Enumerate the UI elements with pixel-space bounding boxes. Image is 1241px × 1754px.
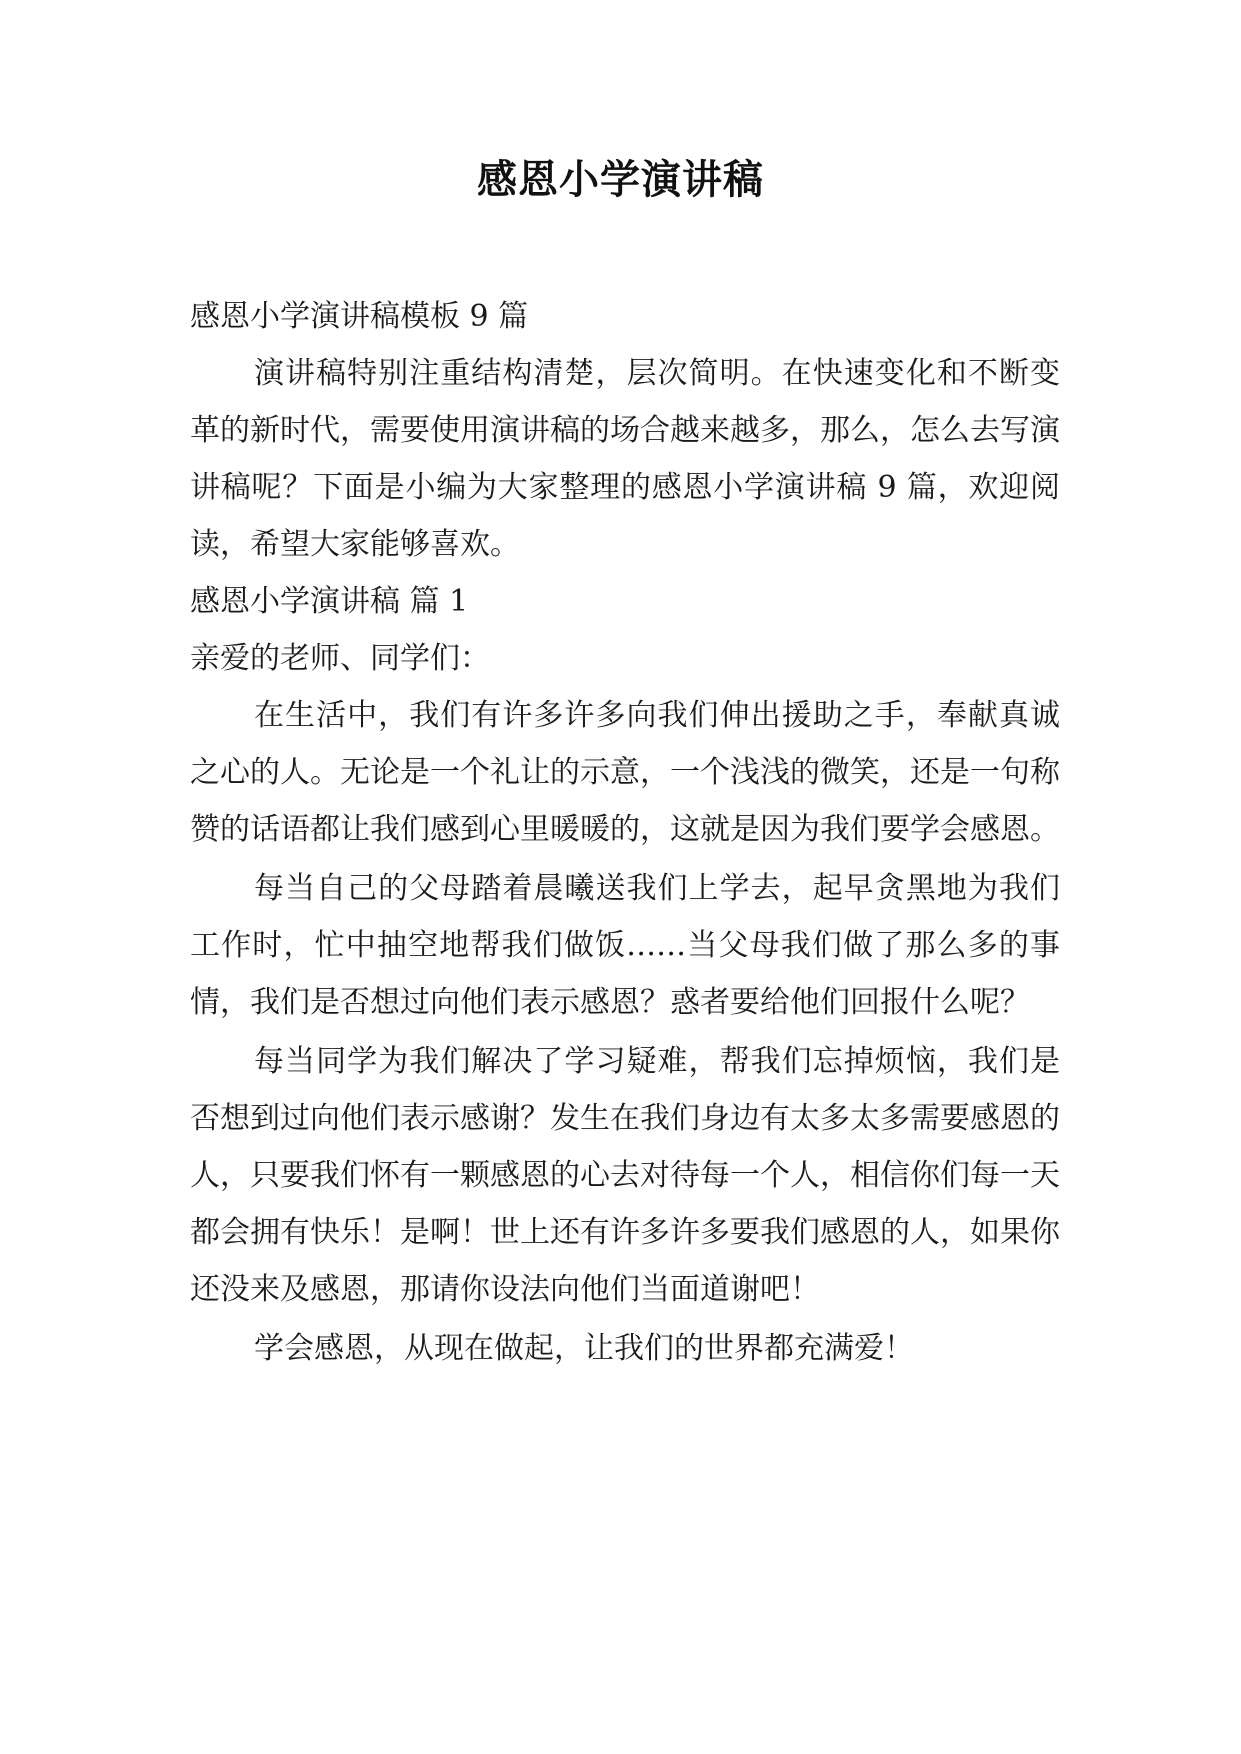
greeting: 亲爱的老师、同学们：	[190, 641, 490, 676]
body-paragraph: 学会感恩，从现在做起，让我们的世界都充满爱！	[254, 1331, 914, 1366]
section-heading: 感恩小学演讲稿 篇 1	[190, 584, 469, 619]
body-paragraph: 每当同学为我们解决了学习疑难，帮我们忘掉烦恼，我们是否想到过向他们表示感谢？发生在我们身边有太多太多需要感恩的人，只要我们怀有一颗感恩的心去对待每一个人，相信你们每一天都会拥有快乐！是啊！世上还有许多许多要我们感恩的人，如果你还没来及感恩，那请你设法向他们当面道谢吧！	[190, 1044, 1060, 1307]
document-body	[190, 288, 1060, 1377]
intro-paragraph: 演讲稿特别注重结构清楚，层次简明。在快速变化和不断变革的新时代，需要使用演讲稿的场合越来越多，那么，怎么去写演讲稿呢？下面是小编为大家整理的感恩小学演讲稿 9 篇，欢迎阅读，希望大家能够喜欢。	[190, 356, 1060, 562]
body-paragraph: 在生活中，我们有许多许多向我们伸出援助之手，奉献真诚之心的人。无论是一个礼让的示意，一个浅浅的微笑，还是一句称赞的话语都让我们感到心里暖暖的，这就是因为我们要学会感恩。	[190, 698, 1060, 847]
document-title: 感恩小学演讲稿	[477, 156, 764, 203]
body-paragraph: 每当自己的父母踏着晨曦送我们上学去，起早贪黑地为我们工作时，忙中抽空地帮我们做饭……当父母我们做了那么多的事情，我们是否想过向他们表示感恩？惑者要给他们回报什么呢？	[190, 871, 1060, 1020]
document-subtitle: 感恩小学演讲稿模板 9 篇	[190, 299, 529, 334]
